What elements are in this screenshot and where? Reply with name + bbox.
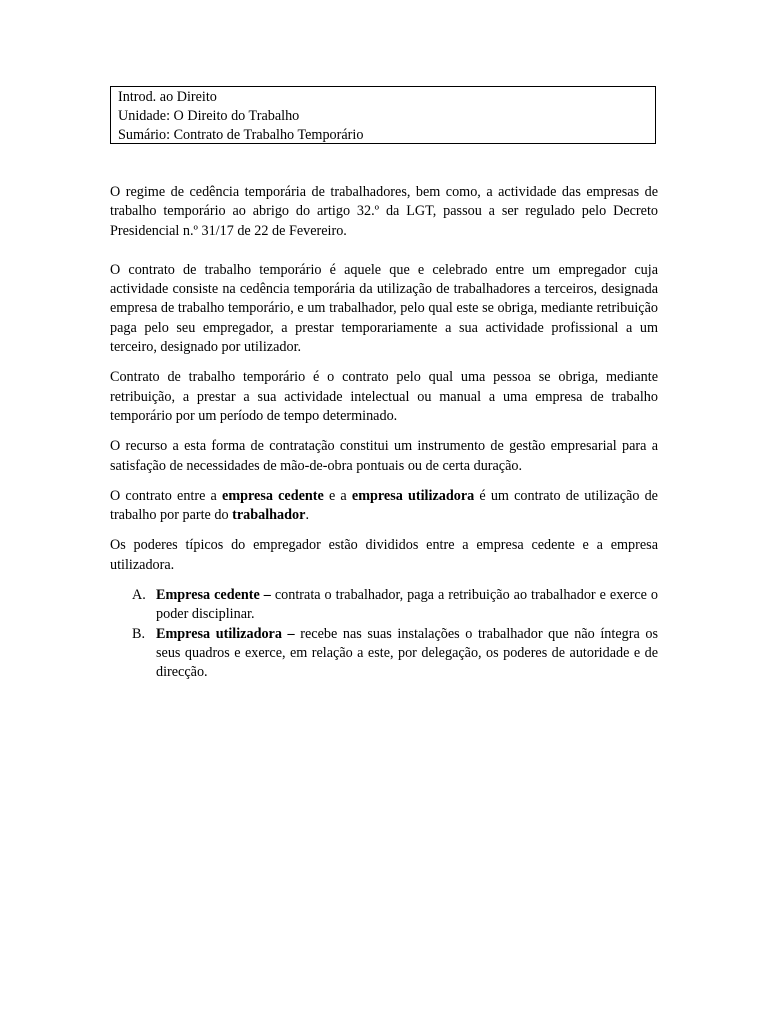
list-text: recebe nas suas instalações o trabalhador que não íntegra os seus quadros e exerce, em relação a este, por delegação, os poderes de autoridade e de direcção.: [156, 625, 658, 681]
list-term: Empresa utilizadora –: [156, 625, 295, 642]
bold-term-utilizadora: empresa utilizadora: [351, 487, 475, 504]
list-term: Empresa cedente –: [156, 587, 271, 604]
list-marker: B.: [132, 625, 146, 642]
paragraph-contract: Contrato de trabalho temporário é o contrato pelo qual uma pessoa se obriga, mediante retribuição, a prestar a sua actividade intelectual ou manual a uma empresa de trabalho temporário por um período de tempo determinado.: [110, 369, 658, 424]
list-text: contrata o trabalhador, paga a retribuição ao trabalhador e exerce o poder disciplinar.: [156, 587, 658, 623]
list-marker: A.: [132, 587, 146, 604]
summary-title: Sumário: Contrato de Trabalho Temporário: [118, 127, 364, 143]
text-segment: é um contrato de utilização de trabalho por parte do: [110, 487, 658, 524]
list-item: [110, 586, 658, 625]
paragraph-parties: [110, 487, 658, 526]
paragraph-powers: Os poderes típicos do empregador estão divididos entre a empresa cedente e a empresa utilizadora.: [110, 537, 658, 573]
unit-title: Unidade: O Direito do Trabalho: [118, 108, 300, 124]
course-title: Introd. ao Direito: [118, 89, 217, 105]
header-box: [110, 86, 656, 144]
list-item: [110, 625, 658, 683]
text-segment: .: [305, 507, 309, 524]
bold-term-cedente: empresa cedente: [222, 487, 324, 504]
document-body: [110, 183, 658, 683]
text-segment: O contrato entre a: [110, 487, 223, 504]
powers-list: [110, 586, 658, 682]
paragraph-regime: O regime de cedência temporária de trabalhadores, bem como, a actividade das empresas de trabalho temporário ao abrigo do artigo 32.º da LGT, passou a ser regulado pelo Decreto Presidencial n.º 31/17 de 22 de Fevereiro.: [110, 184, 658, 239]
bold-term-trabalhador: trabalhador: [232, 507, 306, 524]
text-segment: e a: [323, 487, 352, 504]
paragraph-recourse: O recurso a esta forma de contratação constitui um instrumento de gestão empresarial para a satisfação de necessidades de mão-de-obra pontuais ou de certa duração.: [110, 438, 658, 474]
paragraph-definition: O contrato de trabalho temporário é aquele que e celebrado entre um empregador cuja actividade consiste na cedência temporária da utilização de trabalhadores a terceiros, designada empresa de trabalho temporário, e um trabalhador, pelo qual este se obriga, mediante retribuição paga pelo seu empregador, a prestar temporariamente a sua actividade profissional a um terceiro, designado por utilizador.: [110, 261, 658, 356]
